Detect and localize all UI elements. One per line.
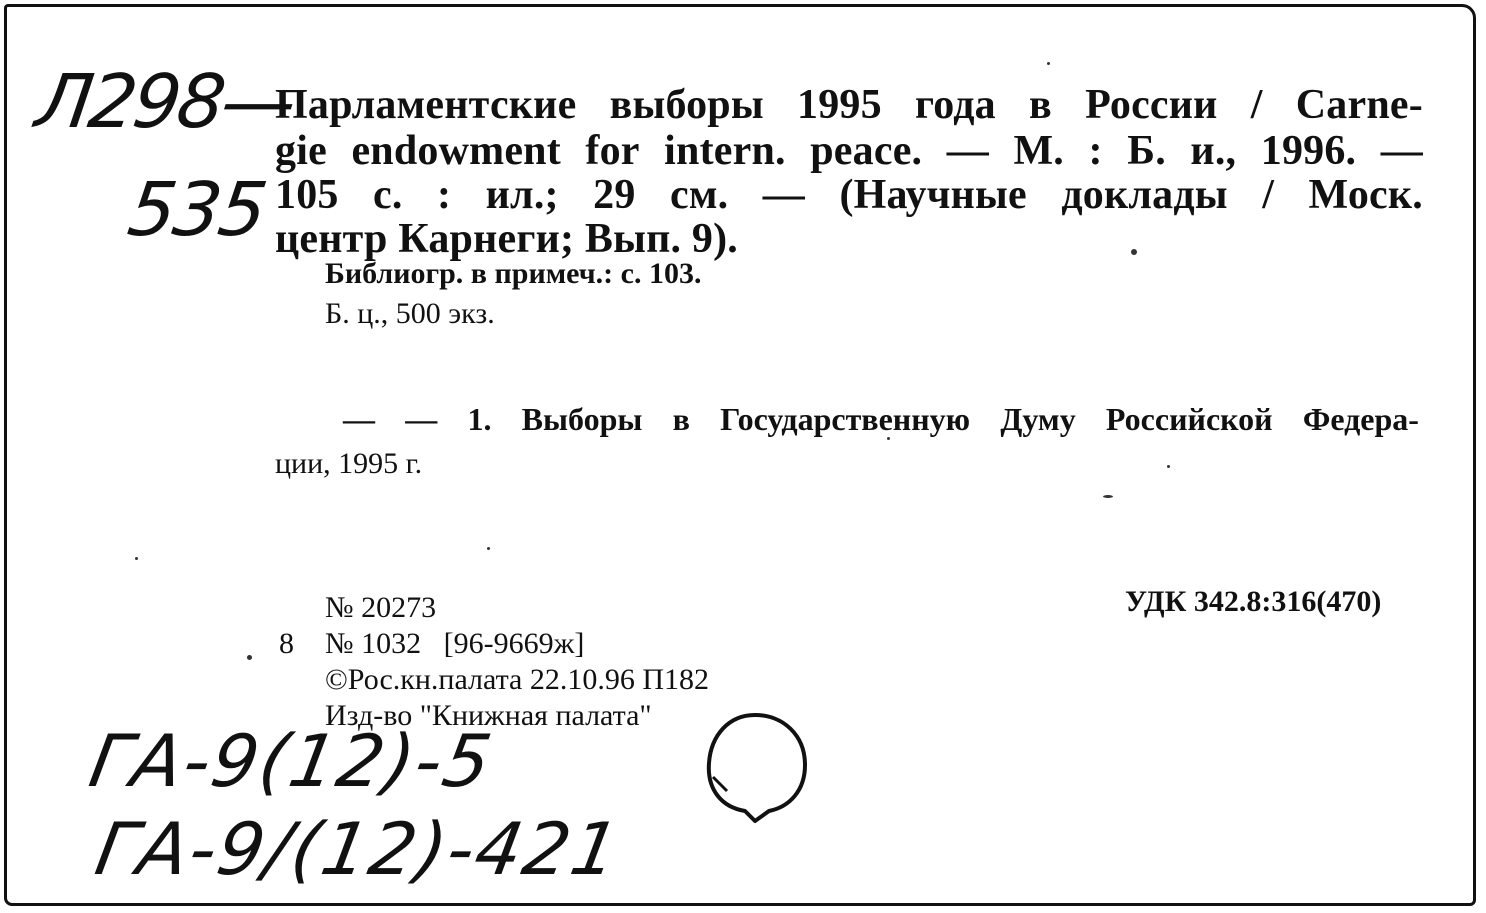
scan-speck [135,557,138,560]
scan-speck [487,547,490,550]
card-word: 1. [467,401,492,437]
card-word: см. [670,172,729,218]
card-word: — [1380,128,1423,174]
description-line2 [275,127,1423,175]
card-word: с. [373,172,403,218]
card-word: / [1250,82,1263,128]
card-word: Carne- [1295,82,1423,128]
registry-number-1: № 20273 [325,591,437,624]
card-word: — [762,172,805,218]
scan-speck [887,437,890,440]
card-word: 1995 [797,82,882,128]
hand-drawn-circle [697,709,817,833]
card-word: Моск. [1308,172,1423,218]
card-word: доклады [1061,172,1228,218]
card-word: в [1029,82,1052,128]
card-word: Парламентские [275,82,577,128]
call-number-line2: 535 [122,167,271,253]
subject-line1 [343,401,1419,438]
call-number-line1: Л298— [30,59,299,145]
scan-speck [1167,465,1170,468]
handwritten-shelfmark-2: ГА-9/(12)-421 [89,807,628,891]
registry-prefix: 8 [279,627,294,660]
card-word: — [946,128,989,174]
bibliography-note: Библиогр. в примеч.: с. 103. [325,257,702,290]
card-word: 1996. [1260,128,1357,174]
card-word: endowment [351,128,561,174]
card-word: — [405,401,438,437]
subject-line2: ции, 1995 г. [275,447,423,480]
card-word: Б. [1127,128,1166,174]
udc-code: УДК 342.8:316(470) [1125,585,1382,618]
card-word: России [1085,82,1218,128]
card-word: : [1088,128,1103,174]
card-word: for [585,128,640,174]
card-word: : [437,172,452,218]
handwritten-shelfmark-1: ГА-9(12)-5 [83,719,500,803]
registry-number-2: № 1032 [96-9669ж] [325,627,585,660]
copyright-line: ©Рос.кн.палата 22.10.96 П182 [325,663,710,696]
card-word: Российской [1105,401,1273,437]
card-word: intern. [664,128,786,174]
description-line1 [275,81,1423,129]
card-word: Федера- [1302,401,1419,437]
card-word: 29 [593,172,636,218]
card-word: Государственную [720,401,971,437]
publisher-line: Изд-во "Книжная палата" [325,699,652,732]
card-word: (Научные [839,172,1027,218]
scan-speck [1131,249,1137,255]
catalog-card [4,4,1476,906]
card-word: и., [1190,128,1237,174]
card-word: выборы [609,82,764,128]
card-word: 105 [275,172,339,218]
description-line3 [275,171,1423,219]
card-word: — [343,401,375,437]
card-word: в [672,401,690,437]
card-word: gie [275,128,327,174]
card-word: ил.; [485,172,559,218]
card-word: / [1262,172,1275,218]
card-word: peace. [810,128,923,174]
price-note: Б. ц., 500 экз. [325,297,495,330]
card-word: года [914,82,996,128]
description-line4: центр Карнеги; Вып. 9). [275,216,738,262]
scan-speck [1047,62,1050,65]
card-word: Думу [1000,401,1076,437]
card-word: М. [1013,128,1065,174]
card-word: Выборы [521,401,643,437]
scan-speck [1103,495,1113,498]
scan-speck [247,655,252,660]
